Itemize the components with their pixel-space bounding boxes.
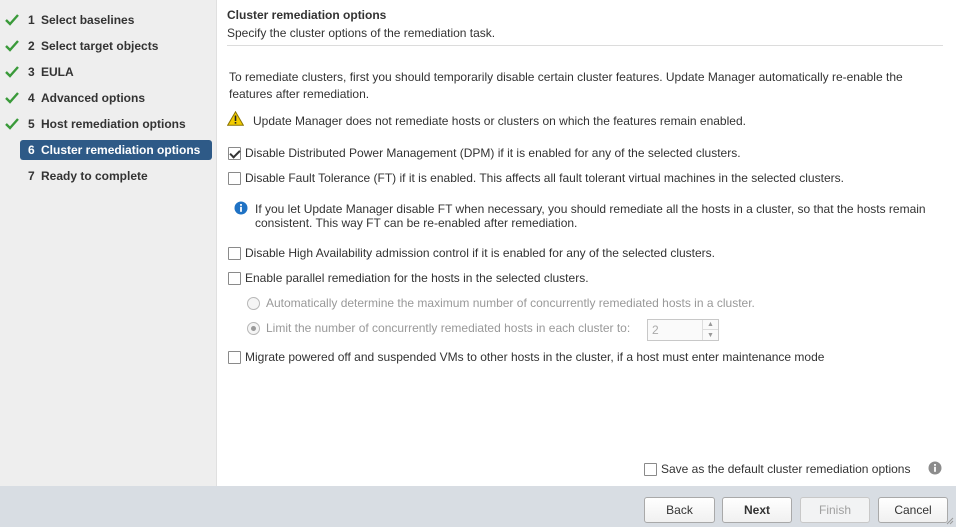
ft-label: Disable Fault Tolerance (FT) if it is enabled. This affects all fault tolerant virtual machines in the selected clusters. bbox=[245, 171, 844, 185]
step-number: 3 bbox=[28, 65, 35, 79]
save-default-option[interactable] bbox=[644, 461, 910, 477]
info-icon bbox=[234, 201, 248, 215]
chevron-down-icon[interactable]: ▼ bbox=[707, 331, 714, 339]
checkmark-icon bbox=[5, 39, 19, 53]
save-default-label: Save as the default cluster remediation options bbox=[661, 462, 911, 476]
wizard-steps-sidebar bbox=[0, 0, 217, 486]
limit-hosts-stepper[interactable] bbox=[647, 319, 719, 341]
step-label: Select baselines bbox=[41, 13, 135, 27]
step-label: Host remediation options bbox=[41, 117, 186, 131]
migrate-checkbox[interactable] bbox=[228, 351, 241, 364]
auto-determine-radio[interactable] bbox=[247, 297, 260, 310]
step-number: 2 bbox=[28, 39, 35, 53]
checkmark-icon bbox=[5, 65, 19, 79]
ft-checkbox[interactable] bbox=[228, 172, 241, 185]
info-icon[interactable] bbox=[928, 461, 942, 475]
checkmark-icon bbox=[5, 91, 19, 105]
checkmark-icon bbox=[5, 13, 19, 27]
stepper-buttons bbox=[702, 320, 718, 340]
chevron-up-icon[interactable]: ▲ bbox=[703, 320, 718, 330]
step-number: 6 bbox=[28, 143, 35, 157]
parallel-option[interactable] bbox=[228, 270, 589, 286]
step-select-baselines[interactable] bbox=[0, 10, 217, 30]
step-label: EULA bbox=[41, 65, 74, 79]
main-panel bbox=[217, 0, 956, 486]
next-button[interactable]: Next bbox=[722, 497, 792, 523]
page-subtitle: Specify the cluster options of the remediation task. bbox=[227, 26, 496, 40]
step-number: 7 bbox=[28, 169, 35, 183]
auto-determine-label: Automatically determine the maximum number of concurrently remediated hosts in a cluster. bbox=[266, 296, 755, 310]
migrate-option[interactable] bbox=[228, 349, 824, 365]
intro-text: To remediate clusters, first you should temporarily disable certain cluster features. Update Manager automatically re-enable the features after remediation. bbox=[229, 70, 903, 101]
step-eula[interactable] bbox=[0, 62, 217, 82]
warning-text: Update Manager does not remediate hosts or clusters on which the features remain enabled. bbox=[253, 114, 746, 128]
step-select-target-objects[interactable] bbox=[0, 36, 217, 56]
step-cluster-remediation-options[interactable] bbox=[20, 140, 212, 160]
step-advanced-options[interactable] bbox=[0, 88, 217, 108]
ft-option[interactable] bbox=[228, 170, 844, 186]
save-default-checkbox[interactable] bbox=[644, 463, 657, 476]
back-button[interactable]: Back bbox=[644, 497, 715, 523]
step-host-remediation-options[interactable] bbox=[0, 114, 217, 134]
cancel-button[interactable]: Cancel bbox=[878, 497, 948, 523]
ha-label: Disable High Availability admission control if it is enabled for any of the selected clusters. bbox=[245, 246, 716, 260]
limit-hosts-label: Limit the number of concurrently remediated hosts in each cluster to: bbox=[266, 321, 631, 335]
step-label: Select target objects bbox=[41, 39, 159, 53]
step-number: 5 bbox=[28, 117, 35, 131]
limit-hosts-input[interactable] bbox=[648, 320, 702, 340]
dpm-option[interactable] bbox=[228, 145, 741, 161]
resize-grip-icon[interactable] bbox=[944, 515, 954, 525]
wizard-footer bbox=[0, 486, 956, 527]
checkmark-icon bbox=[5, 117, 19, 131]
step-ready-to-complete[interactable] bbox=[0, 166, 217, 186]
warning-icon bbox=[227, 111, 244, 126]
auto-determine-option[interactable] bbox=[247, 295, 755, 311]
page-title: Cluster remediation options bbox=[227, 8, 387, 22]
parallel-label: Enable parallel remediation for the hosts in the selected clusters. bbox=[245, 271, 589, 285]
dpm-checkbox[interactable] bbox=[228, 147, 241, 160]
dpm-label: Disable Distributed Power Management (DPM) if it is enabled for any of the selected clusters. bbox=[245, 146, 741, 160]
limit-hosts-radio[interactable] bbox=[247, 322, 260, 335]
ft-info-text: If you let Update Manager disable FT when necessary, you should remediate all the hosts in a cluster, so that the hosts remain consistent. This way FT can be re-enabled after remediation. bbox=[255, 202, 926, 230]
step-label: Advanced options bbox=[41, 91, 146, 105]
ha-option[interactable] bbox=[228, 245, 715, 261]
step-label: Ready to complete bbox=[41, 169, 148, 183]
step-label: Cluster remediation options bbox=[41, 143, 201, 157]
step-number: 1 bbox=[28, 13, 35, 27]
ha-checkbox[interactable] bbox=[228, 247, 241, 260]
limit-hosts-option[interactable] bbox=[247, 320, 630, 336]
parallel-checkbox[interactable] bbox=[228, 272, 241, 285]
step-number: 4 bbox=[28, 91, 35, 105]
header-divider bbox=[227, 45, 943, 46]
finish-button: Finish bbox=[800, 497, 870, 523]
migrate-label: Migrate powered off and suspended VMs to other hosts in the cluster, if a host must enter maintenance mode bbox=[245, 350, 825, 364]
